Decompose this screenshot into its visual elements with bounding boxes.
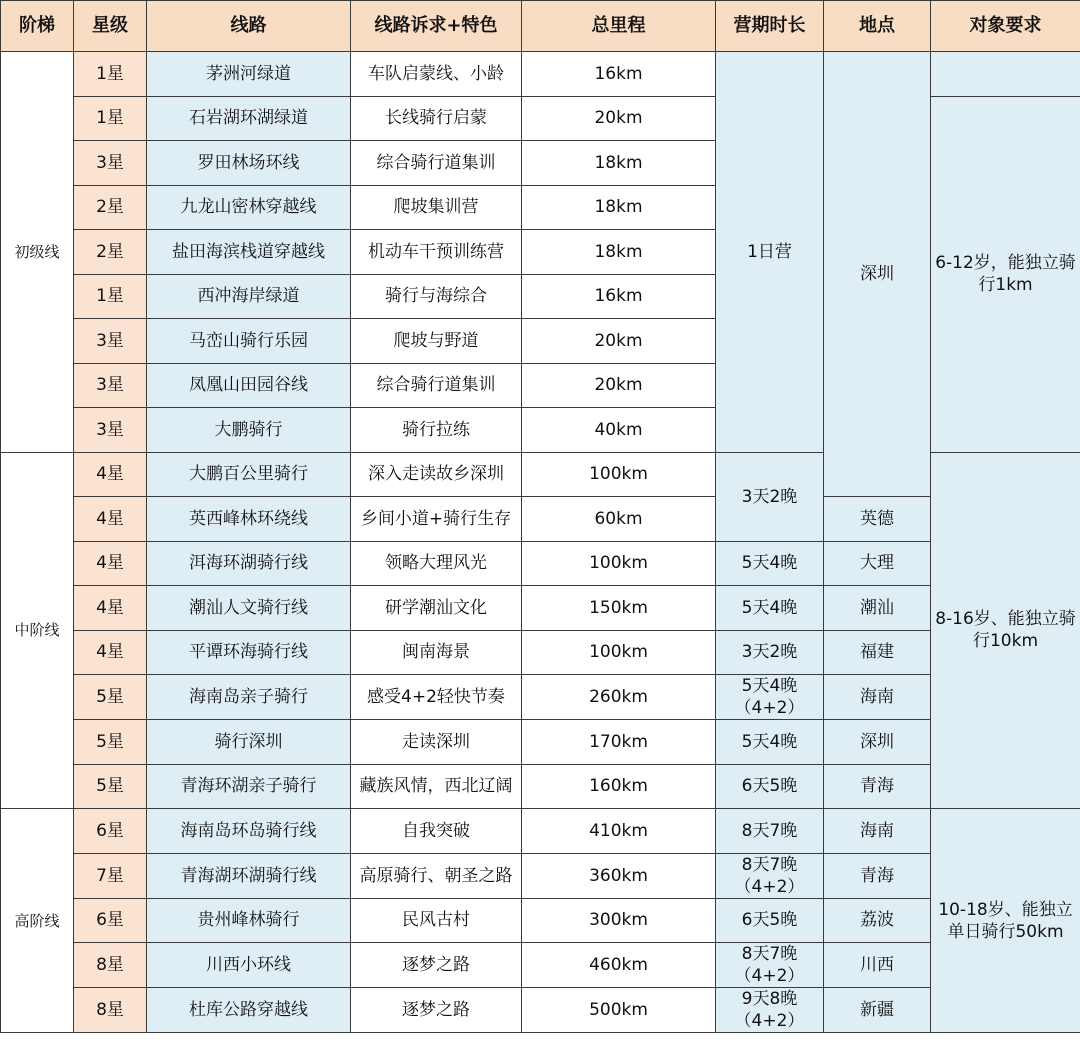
distance-cell: 410km bbox=[522, 809, 716, 854]
location-cell: 青海 bbox=[824, 764, 931, 809]
stars-cell: 2星 bbox=[74, 230, 147, 275]
stars-cell: 1星 bbox=[74, 96, 147, 141]
feature-cell: 爬坡与野道 bbox=[351, 319, 522, 364]
stars-cell: 3星 bbox=[74, 363, 147, 408]
duration-cell: 9天8晚（4+2） bbox=[716, 988, 824, 1033]
route-cell: 骑行深圳 bbox=[147, 720, 351, 765]
location-cell: 福建 bbox=[824, 630, 931, 675]
feature-cell: 综合骑行道集训 bbox=[351, 141, 522, 186]
route-cell: 贵州峰林骑行 bbox=[147, 898, 351, 943]
distance-cell: 170km bbox=[522, 720, 716, 765]
stars-cell: 3星 bbox=[74, 141, 147, 186]
route-cell: 盐田海滨栈道穿越线 bbox=[147, 230, 351, 275]
route-cell: 青海环湖亲子骑行 bbox=[147, 764, 351, 809]
duration-cell: 8天7晚（4+2） bbox=[716, 853, 824, 898]
distance-cell: 20km bbox=[522, 363, 716, 408]
route-cell: 海南岛环岛骑行线 bbox=[147, 809, 351, 854]
stars-cell: 1星 bbox=[74, 274, 147, 319]
stars-cell: 5星 bbox=[74, 675, 147, 720]
route-cell: 英西峰林环绕线 bbox=[147, 497, 351, 542]
route-cell: 川西小环线 bbox=[147, 943, 351, 988]
location-cell: 英德 bbox=[824, 497, 931, 542]
location-cell: 深圳 bbox=[824, 52, 931, 497]
stars-cell: 4星 bbox=[74, 630, 147, 675]
feature-cell: 深入走读故乡深圳 bbox=[351, 452, 522, 497]
table-row bbox=[1, 497, 1080, 542]
route-cell: 海南岛亲子骑行 bbox=[147, 675, 351, 720]
duration-cell: 5天4晚 bbox=[716, 541, 824, 586]
stars-cell: 3星 bbox=[74, 408, 147, 453]
route-cell: 青海湖环湖骑行线 bbox=[147, 853, 351, 898]
feature-cell: 逐梦之路 bbox=[351, 943, 522, 988]
distance-cell: 500km bbox=[522, 988, 716, 1033]
feature-cell: 乡间小道+骑行生存 bbox=[351, 497, 522, 542]
route-cell: 大鹏百公里骑行 bbox=[147, 452, 351, 497]
table-row bbox=[1, 52, 1080, 97]
header-feature: 线路诉求+特色 bbox=[351, 1, 522, 52]
stars-cell: 5星 bbox=[74, 764, 147, 809]
table-row bbox=[1, 720, 1080, 765]
stars-cell: 4星 bbox=[74, 452, 147, 497]
route-cell: 洱海环湖骑行线 bbox=[147, 541, 351, 586]
duration-cell: 1日营 bbox=[716, 52, 824, 453]
requirement-cell: 6-12岁，能独立骑行1km bbox=[931, 96, 1080, 452]
feature-cell: 闽南海景 bbox=[351, 630, 522, 675]
stars-cell: 4星 bbox=[74, 497, 147, 542]
table-row bbox=[1, 898, 1080, 943]
requirement-cell: 10-18岁、能独立单日骑行50km bbox=[931, 809, 1080, 1033]
distance-cell: 18km bbox=[522, 185, 716, 230]
distance-cell: 360km bbox=[522, 853, 716, 898]
stars-cell: 7星 bbox=[74, 853, 147, 898]
feature-cell: 走读深圳 bbox=[351, 720, 522, 765]
distance-cell: 20km bbox=[522, 96, 716, 141]
stars-cell: 3星 bbox=[74, 319, 147, 364]
tier-beginner: 初级线 bbox=[1, 52, 74, 453]
header-stars: 星级 bbox=[74, 1, 147, 52]
feature-cell: 感受4+2轻快节奏 bbox=[351, 675, 522, 720]
location-cell: 海南 bbox=[824, 809, 931, 854]
table-row bbox=[1, 586, 1080, 631]
table-row bbox=[1, 675, 1080, 720]
requirement-cell: 8-16岁、能独立骑行10km bbox=[931, 452, 1080, 809]
location-cell: 海南 bbox=[824, 675, 931, 720]
duration-cell: 6天5晚 bbox=[716, 898, 824, 943]
table-row bbox=[1, 943, 1080, 988]
distance-cell: 18km bbox=[522, 230, 716, 275]
table-row bbox=[1, 541, 1080, 586]
duration-cell: 3天2晚 bbox=[716, 630, 824, 675]
feature-cell: 自我突破 bbox=[351, 809, 522, 854]
duration-cell: 5天4晚 bbox=[716, 586, 824, 631]
feature-cell: 综合骑行道集训 bbox=[351, 363, 522, 408]
route-cell: 凤凰山田园谷线 bbox=[147, 363, 351, 408]
distance-cell: 460km bbox=[522, 943, 716, 988]
table-row bbox=[1, 630, 1080, 675]
header-tier: 阶梯 bbox=[1, 1, 74, 52]
stars-cell: 1星 bbox=[74, 52, 147, 97]
table-row bbox=[1, 809, 1080, 854]
duration-cell: 5天4晚（4+2） bbox=[716, 675, 824, 720]
header-row bbox=[1, 1, 1080, 52]
stars-cell: 8星 bbox=[74, 943, 147, 988]
route-cell: 西冲海岸绿道 bbox=[147, 274, 351, 319]
location-cell: 新疆 bbox=[824, 988, 931, 1033]
header-location: 地点 bbox=[824, 1, 931, 52]
stars-cell: 8星 bbox=[74, 988, 147, 1033]
header-route: 线路 bbox=[147, 1, 351, 52]
feature-cell: 高原骑行、朝圣之路 bbox=[351, 853, 522, 898]
route-cell: 潮汕人文骑行线 bbox=[147, 586, 351, 631]
distance-cell: 16km bbox=[522, 52, 716, 97]
table-row bbox=[1, 853, 1080, 898]
location-cell: 潮汕 bbox=[824, 586, 931, 631]
feature-cell: 研学潮汕文化 bbox=[351, 586, 522, 631]
duration-cell: 8天7晚（4+2） bbox=[716, 943, 824, 988]
location-cell: 深圳 bbox=[824, 720, 931, 765]
feature-cell: 藏族风情，西北辽阔 bbox=[351, 764, 522, 809]
location-cell: 川西 bbox=[824, 943, 931, 988]
duration-cell: 5天4晚 bbox=[716, 720, 824, 765]
duration-cell: 8天7晚 bbox=[716, 809, 824, 854]
tier-advanced: 高阶线 bbox=[1, 809, 74, 1033]
stars-cell: 6星 bbox=[74, 898, 147, 943]
distance-cell: 150km bbox=[522, 586, 716, 631]
stars-cell: 2星 bbox=[74, 185, 147, 230]
feature-cell: 逐梦之路 bbox=[351, 988, 522, 1033]
table-row bbox=[1, 988, 1080, 1033]
feature-cell: 机动车干预训练营 bbox=[351, 230, 522, 275]
route-cell: 茅洲河绿道 bbox=[147, 52, 351, 97]
feature-cell: 长线骑行启蒙 bbox=[351, 96, 522, 141]
duration-cell: 3天2晚 bbox=[716, 452, 824, 541]
requirement-cell bbox=[931, 52, 1080, 97]
stars-cell: 5星 bbox=[74, 720, 147, 765]
distance-cell: 60km bbox=[522, 497, 716, 542]
stars-cell: 4星 bbox=[74, 586, 147, 631]
header-distance: 总里程 bbox=[522, 1, 716, 52]
feature-cell: 骑行与海综合 bbox=[351, 274, 522, 319]
distance-cell: 100km bbox=[522, 630, 716, 675]
feature-cell: 骑行拉练 bbox=[351, 408, 522, 453]
route-cell: 石岩湖环湖绿道 bbox=[147, 96, 351, 141]
feature-cell: 民风古村 bbox=[351, 898, 522, 943]
location-cell: 青海 bbox=[824, 853, 931, 898]
duration-cell: 6天5晚 bbox=[716, 764, 824, 809]
route-cell: 平谭环海骑行线 bbox=[147, 630, 351, 675]
distance-cell: 100km bbox=[522, 452, 716, 497]
table-row bbox=[1, 764, 1080, 809]
stars-cell: 4星 bbox=[74, 541, 147, 586]
location-cell: 大理 bbox=[824, 541, 931, 586]
feature-cell: 车队启蒙线、小龄 bbox=[351, 52, 522, 97]
distance-cell: 100km bbox=[522, 541, 716, 586]
route-cell: 马峦山骑行乐园 bbox=[147, 319, 351, 364]
route-cell: 杜库公路穿越线 bbox=[147, 988, 351, 1033]
route-cell: 罗田林场环线 bbox=[147, 141, 351, 186]
distance-cell: 18km bbox=[522, 141, 716, 186]
route-cell: 九龙山密林穿越线 bbox=[147, 185, 351, 230]
header-requirement: 对象要求 bbox=[931, 1, 1080, 52]
distance-cell: 160km bbox=[522, 764, 716, 809]
feature-cell: 爬坡集训营 bbox=[351, 185, 522, 230]
location-cell: 荔波 bbox=[824, 898, 931, 943]
distance-cell: 40km bbox=[522, 408, 716, 453]
distance-cell: 16km bbox=[522, 274, 716, 319]
stars-cell: 6星 bbox=[74, 809, 147, 854]
header-duration: 营期时长 bbox=[716, 1, 824, 52]
feature-cell: 领略大理风光 bbox=[351, 541, 522, 586]
tier-intermediate: 中阶线 bbox=[1, 452, 74, 809]
distance-cell: 300km bbox=[522, 898, 716, 943]
distance-cell: 260km bbox=[522, 675, 716, 720]
distance-cell: 20km bbox=[522, 319, 716, 364]
route-cell: 大鹏骑行 bbox=[147, 408, 351, 453]
